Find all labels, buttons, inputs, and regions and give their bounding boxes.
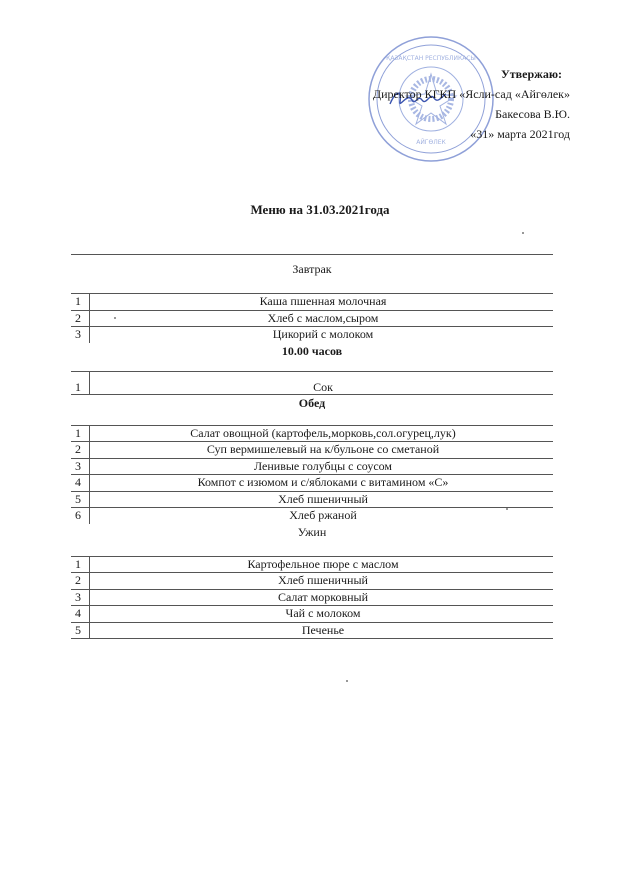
svg-text:ҚАЗАҚСТАН РЕСПУБЛИКАСЫ: ҚАЗАҚСТАН РЕСПУБЛИКАСЫ — [386, 55, 476, 62]
table-row — [71, 372, 553, 395]
row-number: 3 — [75, 327, 81, 341]
table-row — [71, 294, 553, 311]
table-row — [71, 590, 553, 607]
table-row — [71, 459, 553, 476]
row-number: 3 — [75, 458, 81, 473]
row-number: 2 — [75, 442, 81, 456]
section-lunch-header: Обед — [71, 395, 553, 426]
row-number: 5 — [75, 622, 81, 637]
dish-name: Каша пшенная молочная — [259, 294, 387, 308]
row-number: 2 — [75, 573, 81, 587]
dish-name: Цикорий с молоком — [272, 327, 374, 341]
svg-text:АЙГӨЛЕК: АЙГӨЛЕК — [416, 139, 446, 146]
dish-name: Суп вермишелевый на к/бульоне со сметаной — [206, 442, 440, 456]
dish-name: Компот с изюмом и с/яблоками с витамином «С» — [197, 475, 449, 489]
approval-director: Директор КГКП «Ясли-сад «Айгөлек» — [372, 87, 570, 101]
row-number: 4 — [75, 606, 81, 620]
section-dinner-header: Ужин — [71, 524, 553, 557]
row-number: 4 — [75, 475, 81, 489]
dish-name: Хлеб с маслом,сыром — [267, 310, 379, 325]
table-row — [71, 492, 553, 509]
row-number: 1 — [75, 425, 81, 440]
table-row — [71, 557, 553, 574]
scan-speck — [506, 508, 508, 510]
dish-name: Салат морковный — [277, 589, 369, 604]
approval-block — [373, 64, 570, 144]
approval-date: «31» марта 2021год — [470, 127, 570, 141]
row-number: 3 — [75, 589, 81, 604]
scan-speck — [346, 680, 348, 682]
row-number: 1 — [75, 556, 81, 571]
table-row — [71, 573, 553, 590]
row-number: 2 — [75, 310, 81, 325]
dish-name: Хлеб пшеничный — [278, 491, 368, 506]
approval-name: Бакесова В.Ю. — [495, 107, 570, 121]
table-row — [71, 606, 553, 623]
table-row — [71, 508, 553, 524]
dish-name: Хлеб ржаной — [289, 508, 357, 522]
dish-name: Ленивые голубцы с соусом — [253, 458, 393, 473]
table-row — [71, 426, 553, 443]
menu-table — [71, 254, 553, 639]
row-number: 1 — [75, 294, 81, 308]
scan-speck — [522, 232, 524, 234]
dish-name: Чай с молоком — [285, 606, 361, 620]
page-title: Меню на 31.03.2021года — [250, 202, 390, 217]
dish-name: Салат овощной (картофель,морковь,сол.огурец,лук) — [190, 425, 456, 440]
section-snack-header: 10.00 часов — [71, 343, 553, 372]
dish-name: Печенье — [301, 622, 345, 637]
table-row — [71, 327, 553, 343]
dish-name: Картофельное пюре с маслом — [247, 556, 399, 571]
scan-speck — [114, 317, 116, 319]
table-row — [71, 311, 553, 328]
dish-name: Сок — [313, 379, 333, 394]
row-number: 1 — [75, 379, 81, 394]
section-breakfast-header: Завтрак — [71, 254, 553, 294]
table-row — [71, 623, 553, 640]
approval-title: Утвержаю: — [500, 67, 562, 81]
row-number: 5 — [75, 491, 81, 506]
table-row — [71, 442, 553, 459]
table-row — [71, 475, 553, 492]
row-number: 6 — [75, 508, 81, 522]
dish-name: Хлеб пшеничный — [278, 573, 368, 587]
